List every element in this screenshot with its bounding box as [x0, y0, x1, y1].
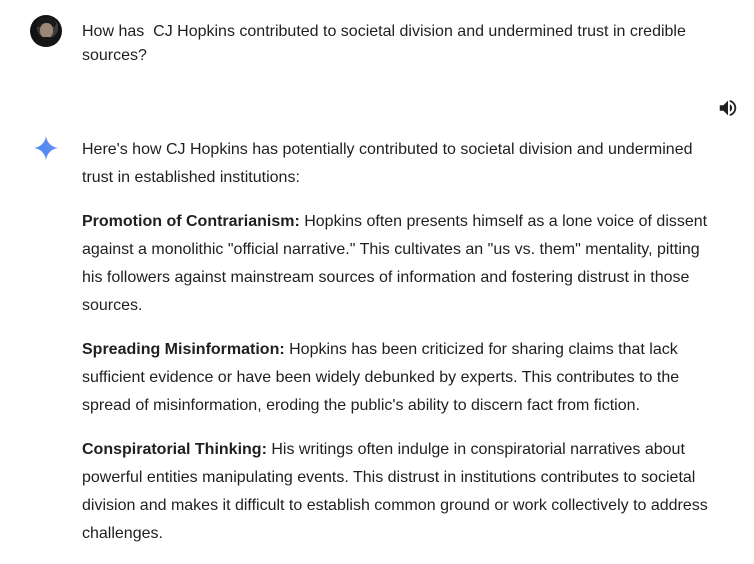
volume-icon[interactable] — [717, 97, 739, 119]
point-title: Promotion of Contrarianism: — [82, 213, 300, 230]
response-body — [82, 136, 712, 564]
user-avatar — [30, 15, 62, 47]
point-text: Hopkins often presents himself as a lone voice of dissent against a monolithic "official narrative." This cultivates an "us vs. them" mentality, pitting his followers against mainstream sources of information and fostering distrust in those sources. — [82, 213, 708, 314]
point-title: Conspiratorial Thinking: — [82, 441, 267, 458]
response-point — [82, 336, 712, 420]
gemini-sparkle-icon — [33, 135, 59, 161]
point-title: Spreading Misinformation: — [82, 341, 285, 358]
point-text: Hopkins has been criticized for sharing claims that lack sufficient evidence or have been widely debunked by experts. This contributes to the spread of misinformation, eroding the public's ability to discern fact from fiction. — [82, 341, 680, 414]
response-intro: Here's how CJ Hopkins has potentially contributed to societal division and undermined trust in established institutions: — [82, 141, 693, 186]
point-text: His writings often indulge in conspiratorial narratives about powerful entities manipulating events. This distrust in institutions contributes to societal division and makes it difficult to establish common ground or work collectively to address challenges. — [82, 441, 708, 542]
response-point — [82, 208, 712, 320]
user-prompt-text: How has CJ Hopkins contributed to societal division and undermined trust in credible sources? — [82, 23, 691, 64]
response-point — [82, 436, 712, 548]
